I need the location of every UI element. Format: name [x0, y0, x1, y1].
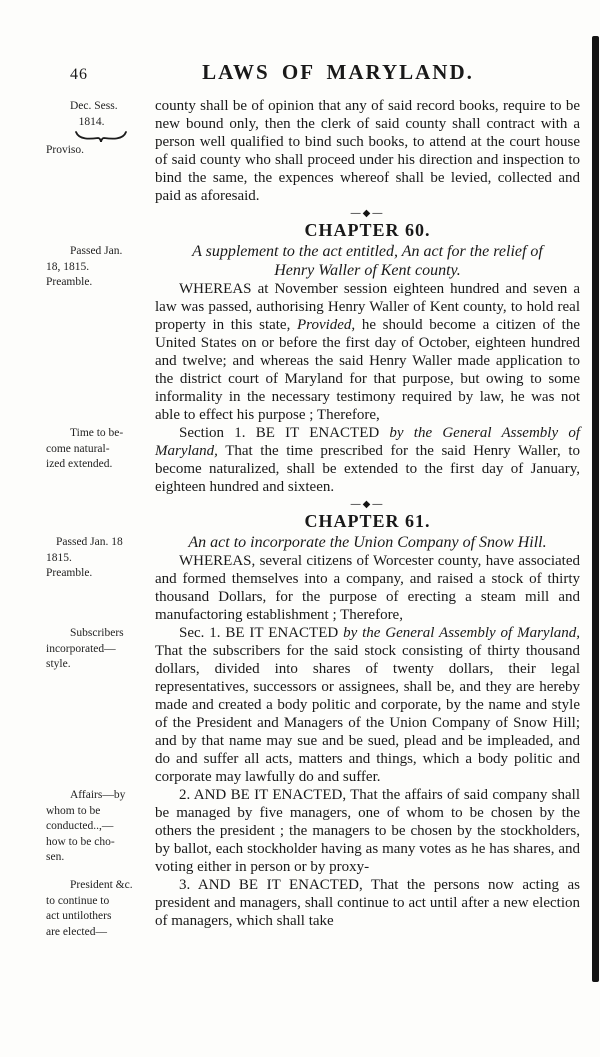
chapter-61-section-1 [0, 624, 600, 786]
margin-note-line: act untilothers [46, 910, 112, 922]
margin-note-ch60-sec1 [0, 424, 155, 473]
scan-gutter-bar [592, 36, 599, 982]
margin-note-line: Time to be- [70, 427, 124, 439]
paragraph-ch60-sec1: Section 1. BE IT ENACTED by the General Assembly of Maryland, That the time prescribed for the said Henry Waller, to become naturalized, shall be extended to the first day of January, eighteen hundred and sixteen. [155, 425, 581, 495]
margin-note-line: how to be cho- [46, 835, 115, 848]
margin-note-ch61-sec2 [0, 786, 155, 866]
text-column [155, 624, 580, 786]
chapter-ornament-icon: ―◆― [350, 499, 385, 510]
margin-note-ch61-sec3 [0, 876, 155, 940]
text-column [155, 97, 580, 205]
page-body [0, 97, 600, 940]
paragraph-ch60-preamble: WHEREAS at November session eighteen hundred and seven a law was passed, authorising Henry Waller of Kent county, to hold real property in this state, Provided, he should become a citizen of the United States on or before the first day of October, eighteen hundred and twelve; and whereas the said Henry Waller made application to the district court of Maryland for that purpose, but owing to some informality in the necessary testimony required by law, he was not able to effect his purpose ; Therefore, [155, 281, 580, 423]
margin-note-line: incorporated— [46, 642, 116, 655]
margin-note-ch61-sec1 [0, 624, 155, 673]
chapter-61-act-title: An act to incorporate the Union Company of Snow Hill. [188, 534, 547, 551]
chapter-60-header [155, 209, 580, 241]
paragraph-record-books: county shall be of opinion that any of said record books, require to be new bound only, then the clerk of said county shall contract with a person well qualified to bind such books, to attend at the court house of said county who shall proceed under his direction and inspection to bind the same, the expences whereof shall be levied, collected and paid as aforesaid. [155, 98, 580, 204]
margin-note-line: Dec. Sess. [70, 100, 118, 112]
chapter-60-act-title: A supplement to the act entitled, An act for the relief of Henry Waller of Kent county. [192, 243, 543, 279]
chapter-60-section-1 [0, 424, 600, 496]
chapter-ornament-icon: ―◆― [350, 208, 385, 219]
margin-note-line: Affairs—by [70, 789, 126, 801]
margin-note-line: 18, 1815. [46, 260, 90, 273]
margin-note-line: conducted..,— [46, 820, 114, 832]
margin-note-line: style. [46, 658, 71, 670]
margin-note-line: Preamble. [46, 276, 93, 288]
margin-note-line: Subscribers [70, 627, 124, 639]
margin-note-line: Preamble. [46, 567, 93, 579]
text-column [155, 424, 580, 496]
page-number: 46 [70, 66, 88, 83]
margin-note-line: 1814. [78, 115, 105, 128]
margin-note-line: President &c. [70, 879, 133, 891]
margin-note-ch61-passed [0, 533, 155, 582]
margin-note-line: sen. [46, 851, 65, 863]
page-title: LAWS OF MARYLAND. [202, 60, 474, 84]
margin-note-line: come natural- [46, 442, 110, 455]
chapter-61-preamble-section [0, 533, 600, 624]
margin-note-line: to continue to [46, 894, 110, 907]
chapter-61-heading: CHAPTER 61. [304, 511, 431, 531]
margin-note-line: ized extended. [46, 458, 113, 470]
margin-note-line: are elected— [46, 925, 107, 938]
margin-note-ch60-passed [0, 242, 155, 291]
text-column [155, 786, 580, 876]
brace-icon [74, 130, 128, 143]
chapter-61-section-2 [0, 786, 600, 876]
margin-note-line: 1815. [46, 551, 72, 564]
paragraph-ch61-sec2: 2. AND BE IT ENACTED, That the affairs of said company shall be managed by five managers, one of whom to be chosen by the others the president ; the managers to be chosen by the stockholders, by ballot, each stockholder having as many votes as he has shares, and voting either in person or by proxy- [155, 787, 580, 875]
paragraph-ch61-sec3: 3. AND BE IT ENACTED, That the persons now acting as president and managers, shall continue to act until after a new election of managers, which shall take [155, 877, 580, 929]
chapter-60-heading: CHAPTER 60. [304, 220, 431, 240]
chapter-60-preamble-section [0, 242, 600, 424]
margin-note-line: whom to be [46, 804, 101, 817]
margin-note-session [0, 97, 155, 159]
text-column [155, 242, 580, 424]
text-column [155, 876, 580, 930]
chapter-61-header [155, 500, 580, 532]
paragraph-ch61-sec1: Sec. 1. BE IT ENACTED by the General Assembly of Maryland, That the subscribers for the said stock consisting of thirty thousand dollars, divided into shares of twenty dollars, their legal representatives, successors or assignees, shall be, and they are hereby made and created a body politic and corporate, by the name and style of the President and Managers of the Union Company of Snow Hill; and by that name may sue and be sued, plead and be impleaded, and do and suffer all acts, matters and things, which a body politic and corporate may lawfully do and suffer. [155, 625, 581, 785]
section-record-books [0, 97, 600, 205]
chapter-61-section-3 [0, 876, 600, 940]
margin-note-line: Proviso. [46, 144, 85, 156]
text-column [155, 533, 580, 624]
margin-note-line: Passed Jan. [70, 245, 123, 257]
paragraph-ch61-preamble: WHEREAS, several citizens of Worcester county, have associated and formed themselves into a company, and raised a stock of thirty thousand Dollars, for the purpose of erecting a steam mill and manufactoring establishment ; Therefore, [155, 553, 580, 623]
margin-note-line: Passed Jan. 18 [56, 536, 123, 548]
